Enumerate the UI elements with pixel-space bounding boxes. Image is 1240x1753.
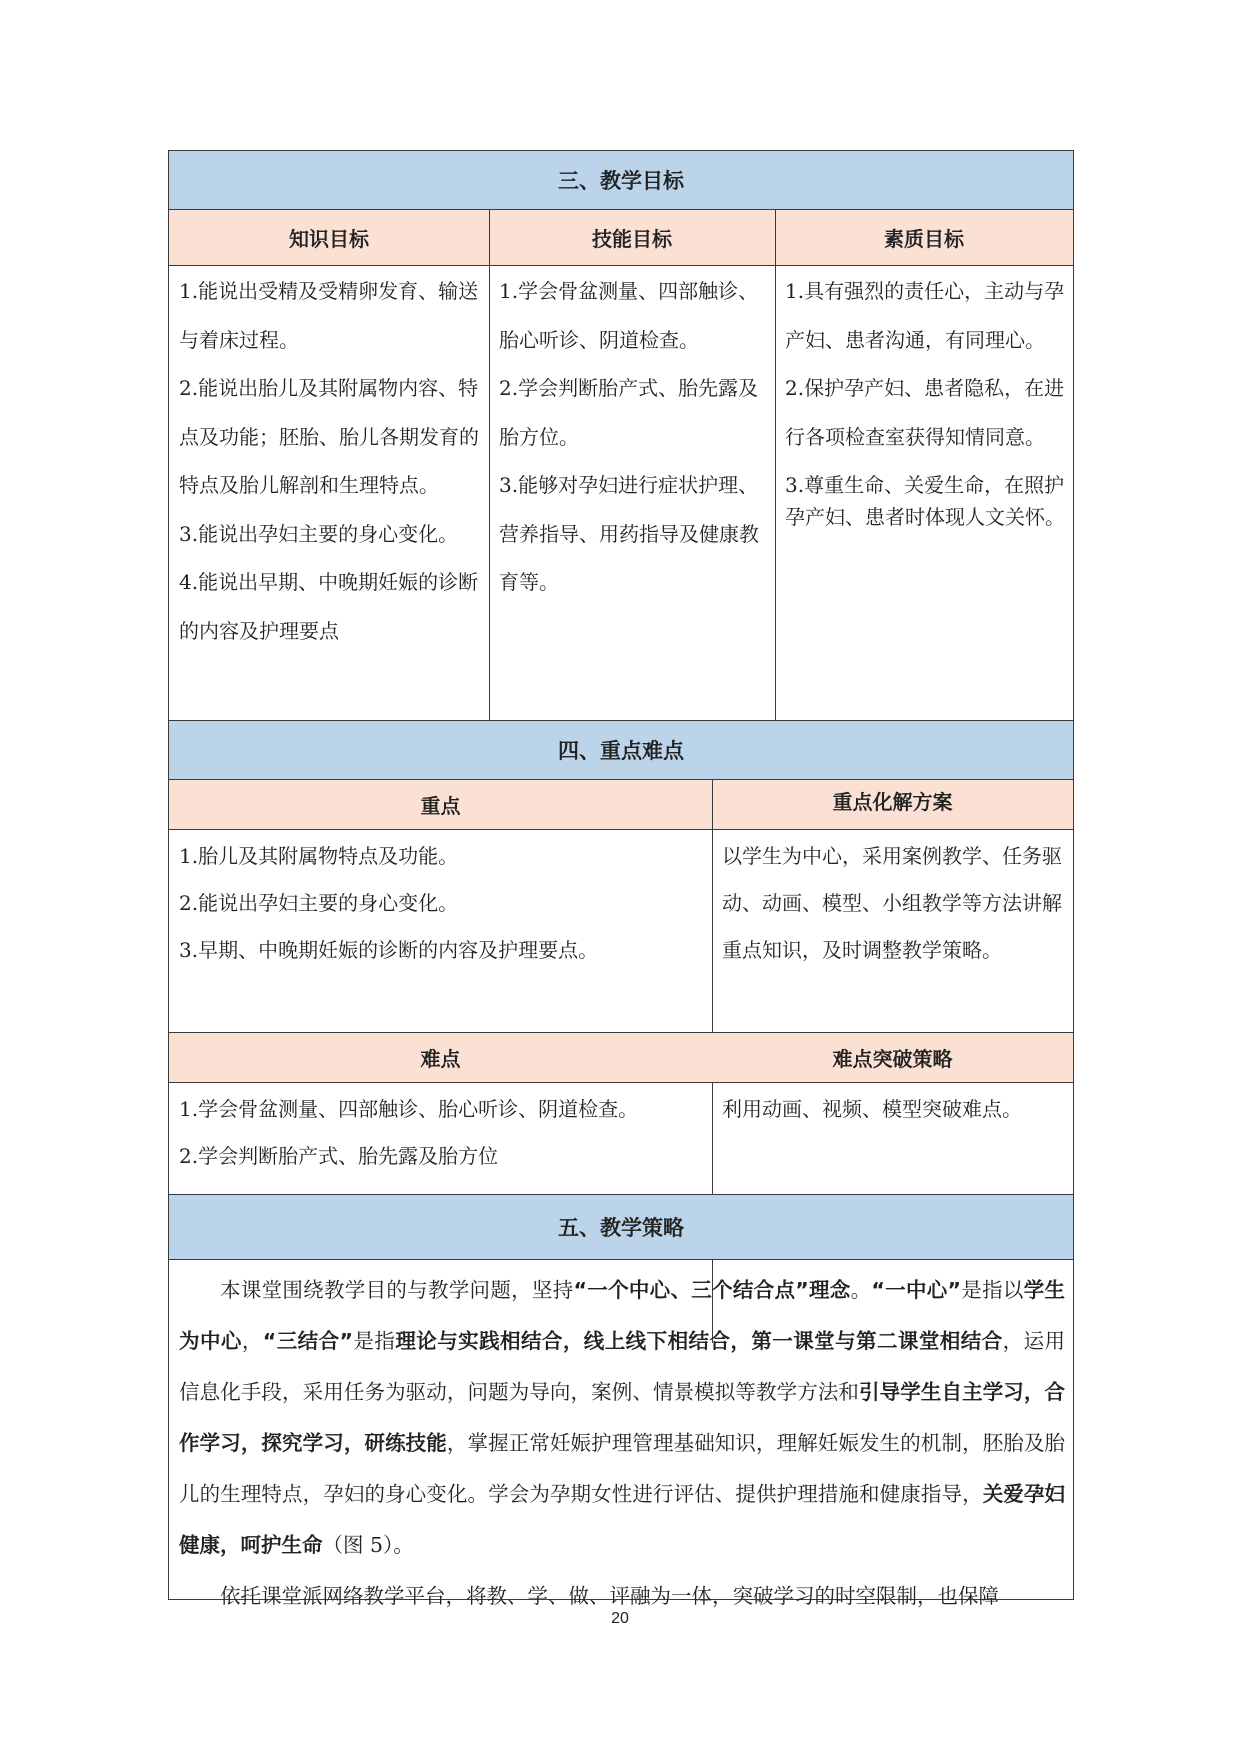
header-key-solution: 重点化解方案 [712,780,1073,830]
skill-goal-item: 1.学会骨盆测量、四部触诊、胎心听诊、阴道检查。 [499,279,759,352]
strategy-text: 本课堂围绕教学目的与教学问题，坚持 [220,1278,574,1302]
header-difficulty-strategy: 难点突破策略 [712,1033,1073,1083]
quality-goals-cell [785,267,1065,533]
quality-goal-item: 2.保护孕产妇、患者隐私，在进行各项检查室获得知情同意。 [785,376,1065,449]
strategy-bold-text: 关爱孕妇健康，呵护生命 [179,1482,1066,1557]
knowledge-goal-item: 3.能说出孕妇主要的身心变化。 [179,521,459,546]
header-knowledge-goals: 知识目标 [169,210,489,266]
column-divider [775,210,776,720]
knowledge-goals-cell [179,267,479,655]
strategy-paragraph: 依托课堂派网络教学平台，将教、学、做、评融为一体，突破学习的时空限制，也保障 [220,1584,999,1608]
knowledge-goal-item: 4.能说出早期、中晚期妊娠的诊断的内容及护理要点 [179,570,479,643]
section-title-key-points: 四、重点难点 [169,721,1073,780]
header-difficulties: 难点 [169,1033,712,1083]
knowledge-goal-item: 2.能说出胎儿及其附属物内容、特点及功能；胚胎、胎儿各期发育的特点及胎儿解剖和生理特点。 [179,376,479,497]
strategy-text: ，运用信息化手段，采用任务为驱动，问题为导向，案例、情景模拟等教学方法和 [179,1329,1066,1404]
strategy-bold-text: 理论与实践相结合，线上线下相结合，第一课堂与第二课堂相结合 [395,1329,1003,1353]
header-quality-goals: 素质目标 [775,210,1073,266]
strategy-text: 是指以 [961,1278,1024,1302]
strategy-paragraph [179,1265,1065,1571]
header-key-points: 重点 [169,780,712,830]
skill-goal-item: 2.学会判断胎产式、胎先露及胎方位。 [499,376,759,449]
skill-goal-item: 3.能够对孕妇进行症状护理、营养指导、用药指导及健康教育等。 [499,473,759,594]
strategy-text: 。 [850,1278,872,1302]
difficulties-cell [179,1086,704,1180]
quality-goal-item: 3.尊重生命、关爱生命，在照护孕产妇、患者时体现人文关怀。 [785,473,1065,529]
teaching-plan-table [168,150,1074,1608]
strategy-text: 是指 [353,1329,396,1353]
strategy-bold-text: 引导学生自主学习，合作学习，探究学习，研练技能 [179,1380,1066,1455]
strategy-text: （图 5）。 [322,1533,414,1557]
strategy-bold-text: 学生为中心 [179,1278,1066,1353]
strategy-text: ，掌握正常妊娠护理管理基础知识，理解妊娠发生的机制，胚胎及胎儿的生理特点，孕妇的身心变化。学会为孕期女性进行评估、提供护理措施和健康指导， [179,1431,1066,1506]
header-skill-goals: 技能目标 [489,210,775,266]
strategy-bold-text: “一中心” [871,1278,962,1302]
skill-goals-cell [499,267,767,607]
key-point-item: 2.能说出孕妇主要的身心变化。 [179,891,459,915]
section-title-teaching-strategy: 五、教学策略 [169,1195,1073,1260]
difficulty-strategy-text: 利用动画、视频、模型突破难点。 [722,1097,1022,1121]
difficulty-strategy-cell [722,1086,1065,1133]
strategy-bold-text: “三结合” [262,1329,353,1353]
key-point-item: 1.胎儿及其附属物特点及功能。 [179,844,459,868]
column-divider [489,210,490,720]
key-points-cell [179,833,704,974]
difficulty-item: 1.学会骨盆测量、四部触诊、胎心听诊、阴道检查。 [179,1097,639,1121]
key-point-item: 3.早期、中晚期妊娠的诊断的内容及护理要点。 [179,938,599,962]
knowledge-goal-item: 1.能说出受精及受精卵发育、输送与着床过程。 [179,279,479,352]
quality-goal-item: 1.具有强烈的责任心，主动与孕产妇、患者沟通，有同理心。 [785,279,1065,352]
section-title-teaching-goals: 三、教学目标 [169,151,1073,210]
difficulty-item: 2.学会判断胎产式、胎先露及胎方位 [179,1144,499,1168]
key-solution-cell [722,833,1065,974]
teaching-strategy-body [179,1265,1065,1622]
strategy-bold-text: “一个中心、三个结合点”理念 [573,1278,851,1302]
key-solution-text: 以学生为中心，采用案例教学、任务驱动、动画、模型、小组教学等方法讲解重点知识，及时调整教学策略。 [722,844,1062,962]
page-number: 20 [611,1610,629,1627]
strategy-text: ， [241,1329,263,1353]
